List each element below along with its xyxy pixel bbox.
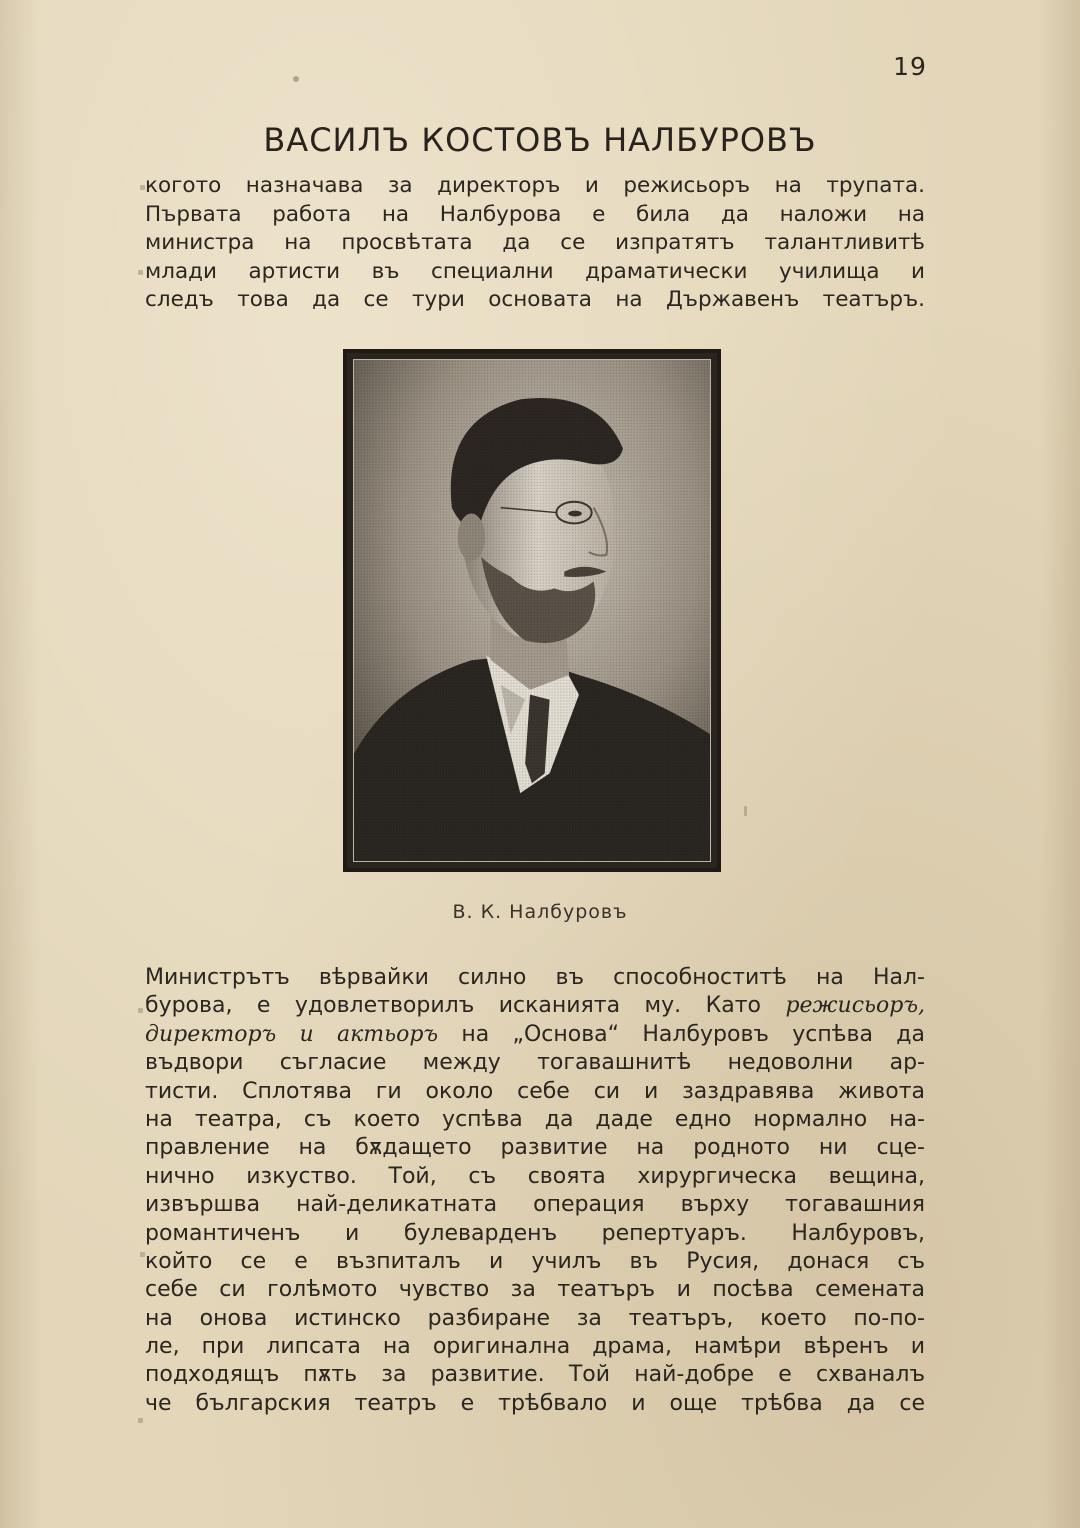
text-segment: правление на бѫдащето развитие на родното ни сце- bbox=[145, 1135, 925, 1161]
print-speck bbox=[293, 76, 299, 82]
text-segment: че българския театръ е трѣбвало и още трѣбва да се bbox=[145, 1390, 925, 1416]
text-line bbox=[145, 1021, 925, 1049]
text-segment: на онова истинско разбиране за театъръ, което по-по- bbox=[145, 1305, 925, 1331]
text-line: Първата работа на Налбурова е била да наложи на bbox=[145, 201, 925, 227]
text-line bbox=[145, 1305, 925, 1333]
text-segment: извършва най-деликатната операция върху тогавашния bbox=[145, 1192, 925, 1218]
text-line bbox=[145, 1191, 925, 1219]
text-segment: ле, при липсата на оригинална драма, намѣри вѣренъ и bbox=[145, 1334, 925, 1360]
text-segment: бурова, е удовлетворилъ исканията му. Като bbox=[145, 993, 786, 1019]
text-segment: тисти. Сплотява ги около себе си и заздравява живота bbox=[145, 1078, 925, 1104]
page-number: 19 bbox=[893, 52, 927, 81]
text-line bbox=[145, 1078, 925, 1106]
text-line bbox=[145, 964, 925, 992]
text-line bbox=[145, 1248, 925, 1276]
margin-speck bbox=[138, 1008, 143, 1013]
text-line bbox=[145, 1049, 925, 1077]
portrait-photo bbox=[343, 349, 721, 872]
text-line: млади артисти въ специални драматически училища и bbox=[145, 258, 925, 284]
margin-speck bbox=[140, 185, 145, 190]
italic-text: режисьоръ, bbox=[785, 993, 925, 1019]
text-segment: Министрътъ вѣрвайки силно въ способноститѣ на Нал- bbox=[145, 965, 925, 990]
text-line bbox=[145, 992, 925, 1020]
text-line bbox=[145, 1106, 925, 1134]
photo-caption: В. К. Налбуровъ bbox=[452, 901, 628, 923]
margin-speck bbox=[138, 270, 143, 275]
paragraph-top bbox=[145, 172, 925, 315]
portrait-photo-icon bbox=[354, 360, 710, 861]
text-segment: себе си голѣмото чувство за театъръ и посѣва семената bbox=[145, 1277, 925, 1303]
chapter-title: ВАСИЛЪ КОСТОВЪ НАЛБУРОВЪ bbox=[263, 121, 817, 159]
margin-speck bbox=[138, 1418, 143, 1423]
text-line bbox=[145, 1333, 925, 1361]
text-line bbox=[145, 1163, 925, 1191]
text-line: следъ това да се тури основата на Държавенъ театъръ. bbox=[145, 287, 925, 313]
text-line: когото назначава за директоръ и режисьоръ на трупата. bbox=[145, 173, 925, 198]
print-speck bbox=[744, 806, 747, 816]
text-segment: въдвори съгласие между тогавашнитѣ недоволни ар- bbox=[145, 1050, 925, 1076]
text-line bbox=[145, 1220, 925, 1248]
margin-speck bbox=[140, 1252, 145, 1257]
text-line: министра на просвѣтата да се изпратятъ талантливитѣ bbox=[145, 230, 925, 256]
text-segment: на „Основа“ Налбуровъ успѣва да bbox=[438, 1021, 925, 1047]
text-segment: подходящъ пѫть за развитие. Той най-добре е схваналъ bbox=[145, 1362, 925, 1388]
text-segment: на театра, съ което успѣва да даде едно нормално на- bbox=[145, 1106, 925, 1132]
paragraph-bottom bbox=[145, 964, 925, 1418]
text-segment: който се е възпиталъ и училъ въ Русия, донася съ bbox=[145, 1248, 925, 1274]
text-line bbox=[145, 1390, 925, 1418]
text-segment: романтиченъ и булеварденъ репертуаръ. Налбуровъ, bbox=[145, 1220, 925, 1246]
text-segment: нично изкуство. Той, съ своята хирургическа вещина, bbox=[145, 1163, 925, 1189]
italic-text: директоръ и актьоръ bbox=[145, 1021, 439, 1047]
text-line bbox=[145, 1134, 925, 1162]
text-line bbox=[145, 1276, 925, 1304]
text-line bbox=[145, 1361, 925, 1389]
